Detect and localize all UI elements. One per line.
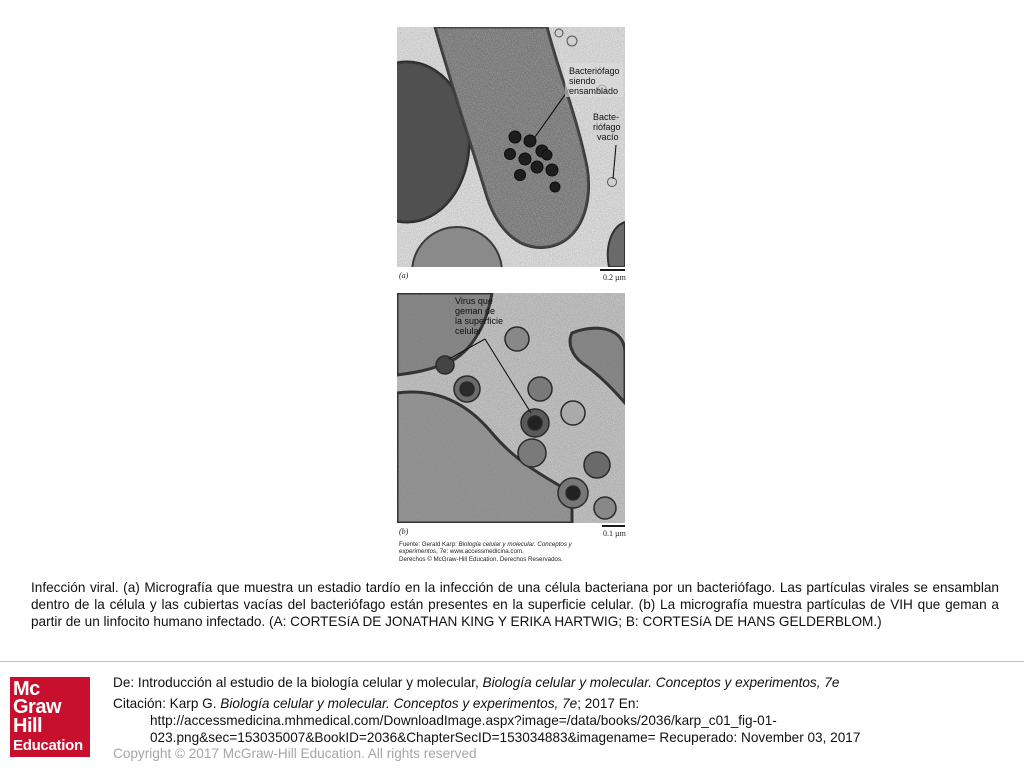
label-empty-3: vacío bbox=[597, 132, 619, 142]
micrograph-panel-a bbox=[397, 27, 625, 267]
citation-prefix: Citación: Karp G bbox=[113, 696, 213, 711]
label-assembling-1: Bacteriófago bbox=[569, 66, 620, 76]
label-budding-3: la superficie bbox=[455, 316, 504, 326]
figure-caption: Infección viral. (a) Micrografía que muestra un estadio tardío en la infección de una célula bacteriana por un bacteriófago. Las partículas virales se ensamblan dentro de la célula y las cubiertas vacías del bacteriófago están presentes en la superficie celular. (b) La micrografía muestra partículas de VIH que geman a partir de un linfocito humano infectado. (A: CORTESíA DE JONATHAN KING Y ERIKA HARTWIG; B: CORTESíA DE HANS GELDERBLOM.) bbox=[31, 580, 999, 629]
citation-url-1[interactable]: http://accessmedicina.mhmedical.com/DownloadImage.aspx?image=/data/books/2036/karp_c01_fig-01- bbox=[150, 713, 777, 728]
label-empty-2: riófago bbox=[593, 122, 621, 132]
logo-line-1: Mc bbox=[13, 678, 40, 700]
panel-b-scale: 0.1 µm bbox=[603, 529, 626, 538]
source-title-1: Biología celular y molecular. Conceptos y bbox=[458, 541, 572, 548]
source-title-2: experimentos bbox=[399, 548, 437, 556]
panel-a-letter: (a) bbox=[399, 271, 409, 280]
credit-citation bbox=[113, 696, 639, 711]
panel-a-scale: 0.2 µm bbox=[603, 273, 626, 282]
citation-suffix: ; 2017 En: bbox=[577, 696, 640, 711]
credit-from-prefix: De: Introducción al estudio de la biología celular y molecular, bbox=[113, 675, 483, 690]
label-budding-4: celular bbox=[455, 326, 482, 336]
citation-book: Biología celular y molecular. Conceptos y experimentos, 7e bbox=[220, 696, 578, 711]
citation-url-2[interactable]: 023.png&sec=153035007&BookID=2036&ChapterSecID=153034883&imagename= Recuperado: November 03, 2017 bbox=[150, 730, 861, 745]
logo-line-4: Education bbox=[13, 737, 83, 754]
micrograph-panel-b bbox=[397, 293, 625, 523]
panel-b-scalebar bbox=[602, 525, 625, 527]
copyright-notice: Copyright © 2017 McGraw-Hill Education. All rights reserved bbox=[113, 746, 477, 761]
label-budding-2: geman de bbox=[455, 306, 496, 316]
source-prefix: Fuente: Gerald Karp: bbox=[399, 541, 459, 548]
label-assembling-3: ensamblado bbox=[569, 86, 619, 96]
panel-a-scalebar bbox=[600, 269, 625, 271]
credit-from-book: Biología celular y molecular. Conceptos y experimentos, 7e bbox=[482, 675, 840, 690]
source-rights: Derechos © McGraw-Hill Education. Derechos Reservados. bbox=[399, 555, 563, 563]
source-rest: , 7e: www.accessmedicina.com. bbox=[436, 548, 524, 556]
divider bbox=[0, 661, 1024, 662]
label-empty-1: Bacte- bbox=[593, 112, 620, 122]
micrograph-a-image bbox=[397, 27, 625, 267]
label-budding-1: Virus que bbox=[455, 296, 493, 306]
figure-source-note bbox=[399, 541, 629, 563]
logo-line-2: Graw bbox=[13, 696, 62, 718]
logo-line-3: Hill bbox=[13, 715, 43, 737]
citation-dot: . bbox=[212, 696, 221, 711]
mcgraw-hill-logo bbox=[10, 677, 90, 757]
label-assembling-2: siendo bbox=[569, 76, 596, 86]
micrograph-b-image bbox=[397, 293, 625, 523]
panel-b-letter: (b) bbox=[399, 527, 409, 536]
credit-from bbox=[113, 675, 839, 690]
